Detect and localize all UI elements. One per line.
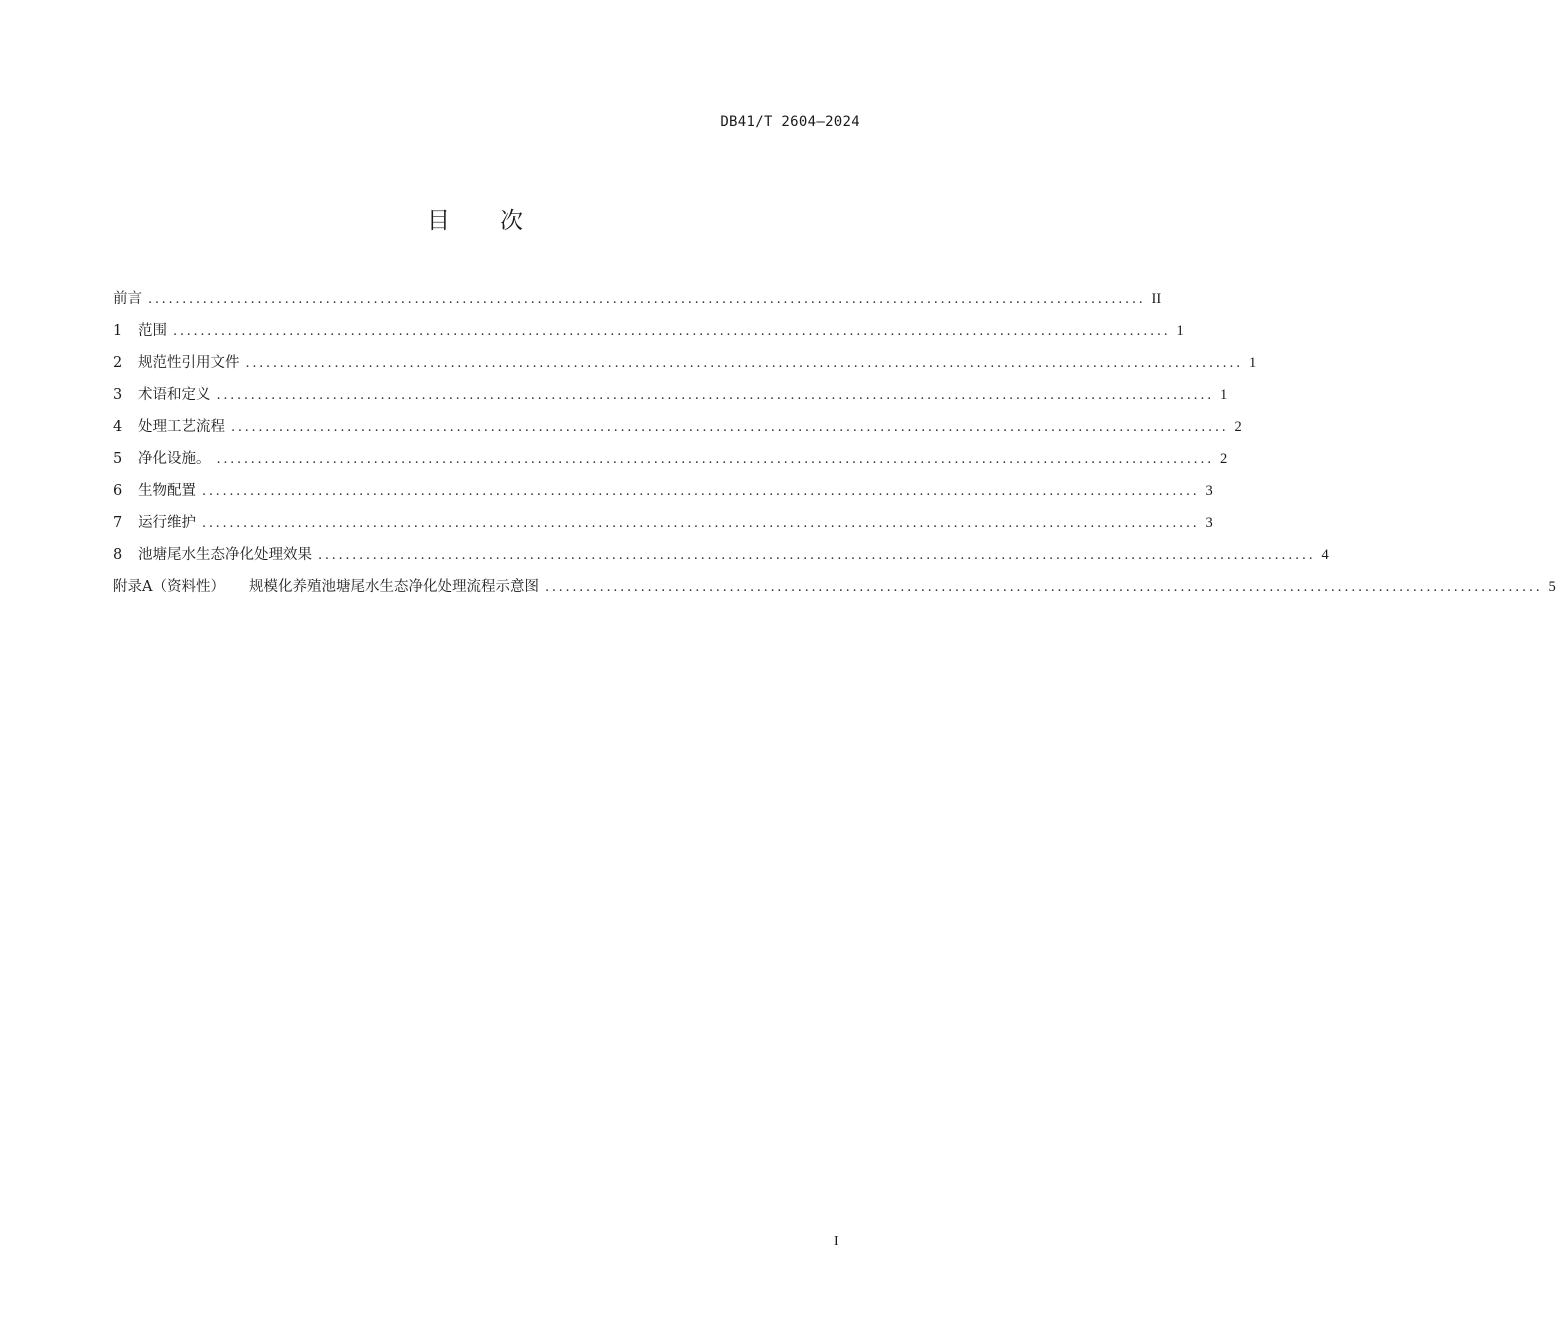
toc-entry-process-flow[interactable] [113, 416, 1242, 448]
toc-number: 8 [113, 547, 123, 563]
page-number: I [834, 1234, 839, 1249]
toc-number: 4 [113, 419, 123, 435]
toc-entry-treatment-effect[interactable] [113, 544, 1329, 576]
toc-entry-terms-definitions[interactable] [113, 384, 1228, 416]
toc-number: 1 [113, 323, 123, 339]
toc-leader: .................................................................................................................................................. [216, 452, 1215, 467]
toc-entry-biological-configuration[interactable] [113, 480, 1213, 512]
toc-leader: .................................................................................................................................................. [202, 516, 1200, 531]
toc-entry-purification-facilities[interactable] [113, 448, 1228, 480]
title-char-1: 目 [427, 208, 450, 234]
toc-page: 1 [1220, 387, 1228, 403]
toc-entry-operation-maintenance[interactable] [113, 512, 1213, 544]
toc-leader: .................................................................................................................................................. [318, 548, 1316, 563]
toc-label: 净化设施。 [138, 451, 211, 467]
toc-label: 处理工艺流程 [138, 419, 225, 435]
toc-leader: .................................................................................................................................................. [216, 388, 1215, 403]
toc-label: 范围 [138, 323, 167, 339]
appendix-title: 规模化养殖池塘尾水生态净化处理流程示意图 [248, 579, 539, 595]
table-of-contents [113, 288, 1556, 608]
toc-page: 5 [1548, 579, 1556, 595]
toc-number: 7 [113, 515, 123, 531]
toc-entry-normative-references[interactable] [113, 352, 1257, 384]
appendix-prefix: 附录A（资料性） [113, 579, 225, 595]
toc-leader: .................................................................................................................................................. [148, 292, 1146, 307]
toc-label: 池塘尾水生态净化处理效果 [138, 547, 312, 563]
standard-code: DB41/T 2604—2024 [720, 114, 860, 130]
toc-label: 生物配置 [138, 483, 196, 499]
toc-leader: .................................................................................................................................................. [231, 420, 1229, 435]
toc-number: 5 [113, 451, 123, 467]
toc-number: 6 [113, 483, 123, 499]
toc-page: 4 [1321, 547, 1329, 563]
page-title [0, 202, 950, 235]
toc-page: 2 [1234, 419, 1242, 435]
toc-page: 2 [1220, 451, 1228, 467]
toc-label [113, 576, 539, 598]
toc-label: 运行维护 [138, 515, 196, 531]
toc-label: 前言 [113, 291, 142, 307]
toc-page: 3 [1205, 483, 1213, 499]
toc-leader: .................................................................................................................................................. [544, 580, 1543, 595]
toc-leader: .................................................................................................................................................. [202, 484, 1200, 499]
title-char-2: 次 [500, 208, 523, 234]
toc-page: 1 [1249, 355, 1257, 371]
toc-page: 3 [1205, 515, 1213, 531]
toc-page: 1 [1176, 323, 1184, 339]
toc-label: 规范性引用文件 [138, 355, 240, 371]
toc-leader: .................................................................................................................................................. [245, 356, 1244, 371]
toc-number: 2 [113, 355, 123, 371]
toc-leader: .................................................................................................................................................. [173, 324, 1171, 339]
toc-entry-foreword[interactable] [113, 288, 1162, 320]
toc-entry-scope[interactable] [113, 320, 1184, 352]
toc-entry-appendix-a[interactable] [113, 576, 1556, 608]
toc-label: 术语和定义 [138, 387, 211, 403]
toc-page: II [1151, 291, 1162, 307]
toc-number: 3 [113, 387, 123, 403]
